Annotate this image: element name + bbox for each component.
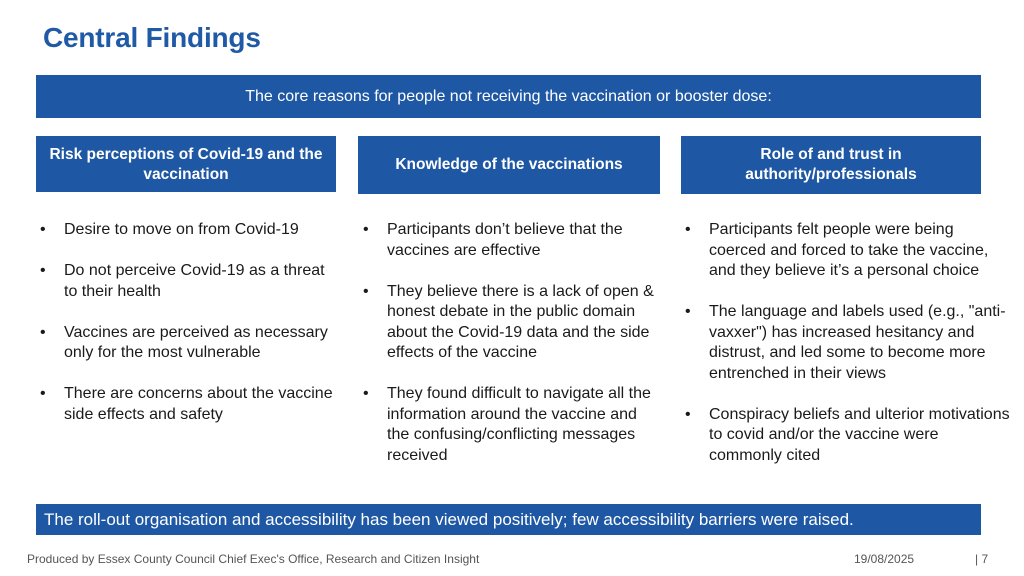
list-item: • Participants don’t believe that the vaccines are effective (363, 221, 623, 259)
bullet-icon: • (363, 385, 369, 402)
list-item: • Conspiracy beliefs and ulterior motivations to covid and/or the vaccine were commonly cited (685, 405, 1010, 464)
list-item: • They found difficult to navigate all the information around the vaccine and the confusing/conflicting messages received (363, 385, 651, 464)
risk-perceptions-list (36, 220, 336, 446)
core-reasons-banner (36, 75, 981, 118)
bullet-icon: • (363, 282, 369, 300)
page-number: | 7 (975, 552, 989, 566)
summary-text: The roll-out organisation and accessibility has been viewed positively; few accessibility barriers were raised. (44, 509, 854, 529)
list-item: • Do not perceive Covid-19 as a threat to their health (40, 262, 325, 300)
bullet-icon: • (40, 221, 46, 238)
summary-banner (36, 504, 981, 535)
list-item: • There are concerns about the vaccine side effects and safety (40, 385, 333, 423)
banner-text: The core reasons for people not receiving the vaccination or booster dose: (245, 87, 772, 105)
list-item: • Desire to move on from Covid-19 (36, 220, 336, 241)
bullet-icon: • (40, 323, 46, 341)
list-item: • Vaccines are perceived as necessary only for the most vulnerable (40, 323, 328, 361)
slide-title: Central Findings (43, 22, 261, 53)
bullet-icon: • (363, 221, 369, 238)
footer-date: 19/08/2025 (854, 552, 915, 566)
list-item: • Participants felt people were being coerced and forced to take the vaccine, and they believe it’s a personal choice (685, 221, 989, 279)
column-heading-risk-perceptions: Risk perceptions of Covid-19 and the vaccination (36, 136, 336, 192)
footer-credit: Produced by Essex County Council Chief Exec's Office, Research and Citizen Insight (27, 552, 480, 566)
column-heading-trust: Role of and trust in authority/professionals (681, 136, 981, 194)
trust-list (681, 220, 1011, 487)
bullet-icon: • (685, 405, 691, 423)
bullet-icon: • (685, 303, 691, 320)
bullet-icon: • (685, 221, 691, 238)
bullet-icon: • (40, 385, 46, 402)
list-item: • They believe there is a lack of open & honest debate in the public domain about the Covid-19 data and the side effects of the vaccine (363, 282, 654, 361)
bullet-icon: • (40, 262, 46, 279)
list-item: • The language and labels used (e.g., "anti-vaxxer") has increased hesitancy and distrust, and led some to become more entrenched in their views (685, 303, 1006, 382)
column-heading-knowledge: Knowledge of the vaccinations (358, 136, 660, 194)
knowledge-list (359, 220, 659, 487)
